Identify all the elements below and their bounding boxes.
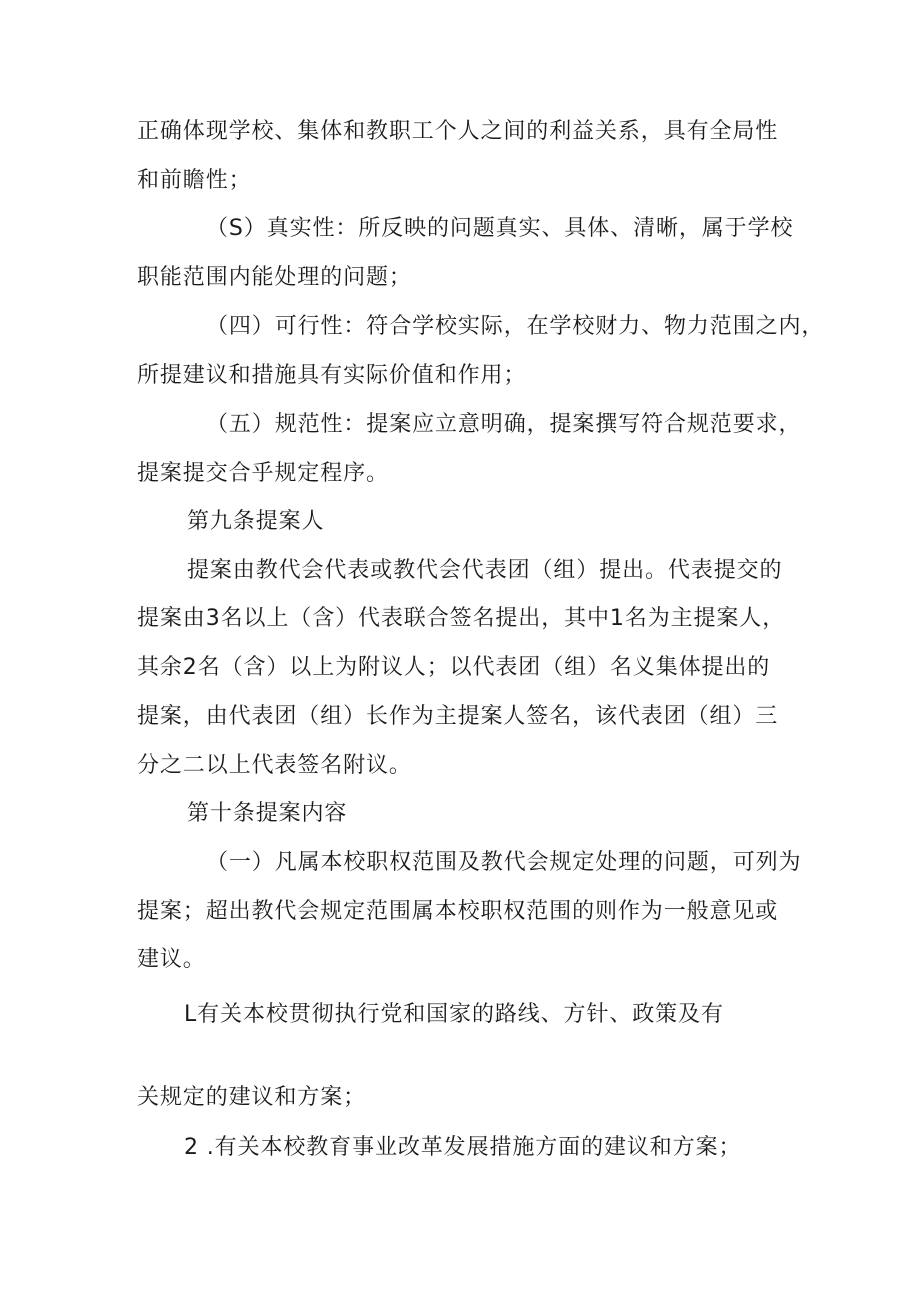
text-line: （S）真实性：所反映的问题真实、具体、清晰，属于学校 [206, 216, 794, 241]
list-item: 2 .有关本校教育事业改革发展措施方面的建议和方案； [184, 1135, 742, 1160]
text-line: （四）可行性：符合学校实际，在学校财力、物力范围之内， [206, 314, 825, 339]
article-heading: 第十条提案内容 [187, 801, 348, 826]
text-line: （五）规范性：提案应立意明确，提案撰写符合规范要求， [206, 412, 802, 437]
text-line: 正确体现学校、集体和教职工个人之间的利益关系，具有全局性 [137, 119, 779, 144]
text-line: 建议。 [137, 947, 206, 972]
text-line: 提案由3名以上（含）代表联合签名提出，其中1名为主提案人， [137, 606, 786, 631]
article-heading: 第九条提案人 [187, 509, 325, 534]
text-line: 提案；超出教代会规定范围属本校职权范围的则作为一般意见或 [137, 899, 779, 924]
text-line: 和前瞻性； [137, 168, 252, 193]
text-line: （一）凡属本校职权范围及教代会规定处理的问题，可列为 [206, 850, 802, 875]
text-line: 其余2名（含）以上为附议人；以代表团（组）名义集体提出的 [137, 655, 771, 680]
text-line: 关规定的建议和方案； [137, 1085, 367, 1110]
text-line: 职能范围内能处理的问题； [137, 265, 412, 290]
list-item: L有关本校贯彻执行党和国家的路线、方针、政策及有 [184, 1002, 724, 1027]
text-line: 提案，由代表团（组）长作为主提案人签名，该代表团（组）三 [137, 704, 779, 729]
text-line: 分之二以上代表签名附议。 [137, 753, 412, 778]
text-line: 提案提交合乎规定程序。 [137, 461, 389, 486]
text-line: 提案由教代会代表或教代会代表团（组）提出。代表提交的 [187, 558, 783, 583]
text-line: 所提建议和措施具有实际价值和作用； [137, 363, 527, 388]
